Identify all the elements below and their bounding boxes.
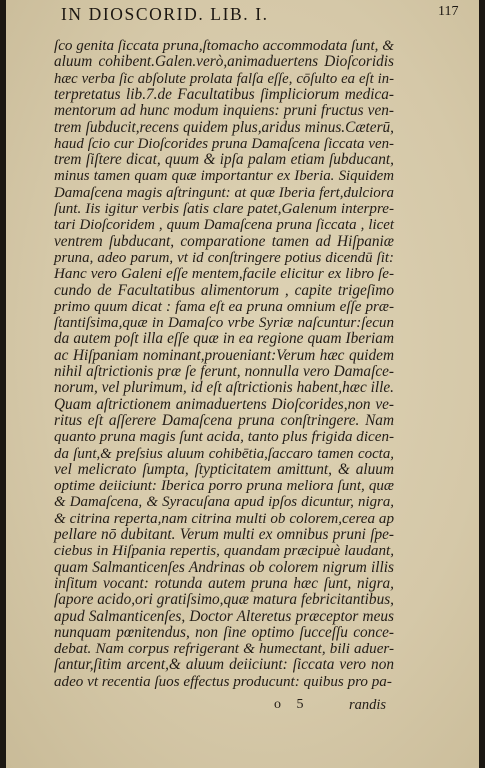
text-line: ſunt. Iis igitur verbis ſatis clare patet,Galenum interpre- bbox=[54, 201, 394, 217]
text-line: ventrem ſubducant, comparatione tamen ad Hiſpaniæ bbox=[54, 232, 394, 250]
running-head bbox=[6, 2, 479, 24]
signature-mark: o 5 bbox=[274, 697, 310, 712]
text-line: da autem poſt illa eſſe quæ in ea regione quam Iberiam bbox=[54, 330, 394, 348]
text-line: cundo de Facultatibus alimentorum , capite trigeſimo bbox=[54, 281, 394, 299]
running-head-title: IN DIOSCORID. LIB. I. bbox=[61, 4, 269, 24]
text-line: Damaſcena magis aſtringunt: at quæ Iberia fert,dulciora bbox=[54, 184, 394, 201]
text-line: norum, vel plurimum, id eſt aſtrictionis habent,hæc ille. bbox=[54, 379, 394, 397]
text-line: Hanc vero Galeni eſſe mentem,facile elicitur ex libro ſe- bbox=[54, 266, 394, 283]
text-line: tari Dioſcoridem , quum Damaſcena pruna ſiccata , licet bbox=[54, 217, 394, 234]
text-line: & citrina reperta,nam citrina multi ob colorem,cerea ap bbox=[54, 510, 394, 527]
text-line: trem ſubducit,recens quidem plus,aridus minus.Cæterū, bbox=[54, 118, 394, 136]
text-line: pruna, adeo parum, vt id conſtringere potius dicendū ſit: bbox=[54, 249, 394, 266]
text-line: Quam aſtrictionem animaduertens Dioſcorides,non ve- bbox=[54, 395, 394, 413]
text-line: ſantur,ſitim arcent,& aluum deiiciunt: ſiccata vero non bbox=[54, 656, 394, 674]
text-line: hæc verba ſic abſolute prolata falſa eſſe, cōſulto ea eſt in- bbox=[54, 70, 394, 87]
text-line: minus tamen quam quæ importantur ex Iberia. Siquidem bbox=[54, 168, 394, 185]
text-line: trem ſiſtere dicat, quum & ipſa palam etiam ſubducant, bbox=[54, 151, 394, 169]
text-line: & Damaſcena, & Syracuſana apud ipſos dicuntur, nigra, bbox=[54, 494, 394, 511]
text-line: ciebus in Hiſpania repertis, quandam præcipuè laudant, bbox=[54, 543, 394, 560]
text-line: adeo vt recentia ſuos effectus producunt: quibus pro pa- bbox=[54, 673, 392, 690]
text-line: inſitum vocant: rotunda autem pruna hæc ſunt, nigra, bbox=[54, 574, 394, 592]
text-line: ſco genita ſiccata pruna,ſtomacho accommodata ſunt, & bbox=[54, 38, 394, 54]
text-line: nihil aſtrictionis præ ſe ferunt, nonnulla vero Damaſce- bbox=[54, 363, 394, 380]
text-line: aluum cohibent.Galen.verò,animaduertens Dioſcoridis bbox=[54, 53, 394, 71]
text-line: haud ſcio cur Dioſcorides pruna Damaſcena ſiccata ven- bbox=[54, 135, 394, 152]
text-line: vel melicrato ſumpta, ſtypticitatem amittunt, & aluum bbox=[54, 460, 394, 478]
text-line: terpretatus lib.7.de Facultatibus ſimpliciorum medica- bbox=[54, 85, 394, 103]
catchword: randis bbox=[349, 697, 387, 713]
text-line: optime deiiciunt: Iberica porro pruna meliora ſunt, quæ bbox=[54, 478, 394, 495]
page-number: 117 bbox=[438, 4, 459, 19]
text-line: da ſunt,& preſsius aluum cohibētia,ſaccaro tamen cocta, bbox=[54, 445, 394, 462]
text-line: primo quum dicat : fama eſt ea pruna omnium eſſe præ- bbox=[54, 298, 394, 315]
text-line: quam Salmanticenſes Andrinas ob colorem nigrum illis bbox=[54, 558, 394, 576]
text-line: ſtantiſsima,quæ in Damaſco vrbe Syriæ naſcuntur:ſecun bbox=[54, 315, 394, 332]
text-line: quanto pruna magis ſunt acida, tanto plus frigida dicen- bbox=[54, 429, 395, 446]
book-page bbox=[6, 0, 479, 768]
text-line: ritus eſt aſſerere Damaſcena pruna conſtringere. Nam bbox=[54, 411, 394, 429]
text-line: pellare nō dubitant. Verum multi ex omnibus pruni ſpe- bbox=[54, 526, 394, 543]
text-line: nunquam pœnitendus, non ſine optimo ſucceſſu conce- bbox=[54, 623, 394, 641]
text-line: debat. Nam corpus refrigerant & humectant, bili aduer- bbox=[54, 641, 394, 658]
text-line: apud Salmanticenſes, Doctor Alteretus præceptor meus bbox=[54, 607, 394, 625]
text-line: ſapore acido,ori gratiſsimo,quæ matura febricitantibus, bbox=[54, 591, 394, 609]
text-line: mentorum ad hunc modum inquiens: pruni fructus ven- bbox=[54, 102, 394, 120]
text-line: ac Hiſpaniam nominant,proueniant:Verum hæc quidem bbox=[54, 346, 394, 364]
